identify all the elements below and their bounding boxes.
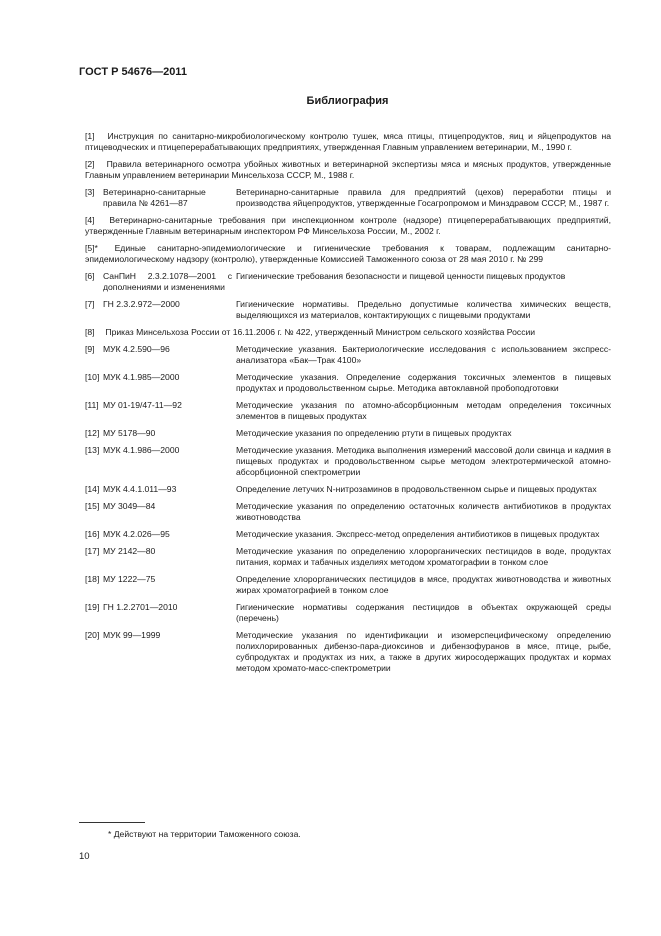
section-title: Библиография (306, 95, 389, 107)
bibliography-entry (85, 187, 611, 209)
entry-code: ГН 1.2.2701—2010 (103, 602, 178, 612)
entry-code: Ветеринарно-санитарные правила № 4261—87 (103, 187, 206, 208)
bibliography-entry (85, 574, 611, 596)
bibliography-entry (85, 484, 611, 495)
entry-code: СанПиН 2.3.2.1078—2001 с дополнениями и изменениями (103, 271, 232, 292)
entry-description: Методические указания. Методика выполнения измерений массовой доли свинца и кадмия в пищевых продуктах и продовольственном сырье методом электротермической атомно-абсорбционной спектрометрии (236, 445, 611, 477)
bibliography-entry (85, 159, 611, 181)
entry-number: [18] (85, 574, 100, 584)
entry-description: Методические указания по идентификации и изомерспецифическому определению полихлорированных дибензо-пара-диоксинов и дибензофуранов в мясе, птице, рыбе, субпродуктах и продуктах из них, а также в других жиросодержащих продуктах и кормах методом хромато-масс-спектрометрии (236, 630, 611, 673)
entry-description: Ветеринарно-санитарные правила для предприятий (цехов) переработки птицы и производства яйцепродуктов, утвержденные Госагропромом и Минздравом СССР, М., 1987 г. (236, 187, 611, 208)
entry-description: Методические указания по определению ртути в пищевых продуктах (236, 428, 512, 438)
entry-code: ГН 2.3.2.972—2000 (103, 299, 180, 309)
entry-number: [3] (85, 187, 95, 197)
entry-code: МУ 3049—84 (103, 501, 156, 511)
entry-description: Определение летучих N-нитрозаминов в продовольственном сырье и пищевых продуктах (236, 484, 597, 494)
entry-text: Правила ветеринарного осмотра убойных животных и ветеринарной экспертизы мяса и мясных продуктов, утвержденные Главным управлением ветеринарии Минсельхоза СССР, М., 1988 г. (85, 159, 611, 180)
entry-code: МУК 99—1999 (103, 630, 161, 640)
entry-description: Методические указания. Бактериологические исследования с использованием экспресс-анализатора «Бак—Трак 4100» (236, 344, 611, 365)
entry-number: [10] (85, 372, 100, 382)
bibliography-entry (85, 131, 611, 153)
footnote: * Действуют на территории Таможенного союза. (108, 829, 301, 839)
entry-number: [14] (85, 484, 100, 494)
page-number: 10 (79, 851, 90, 862)
bibliography-entry (85, 372, 611, 394)
entry-text: Инструкция по санитарно-микробиологическому контролю тушек, мяса птицы, птицепродуктов, яиц и яйцепродуктов на птицеводческих и птицеперерабатывающих предприятиях, утвержденная Главным управлением ветеринарии, М., 1990 г. (85, 131, 611, 152)
entry-code: МУ 1222—75 (103, 574, 156, 584)
bibliography-list (85, 131, 611, 680)
entry-number: [6] (85, 271, 95, 281)
bibliography-entry (85, 428, 611, 439)
entry-description: Методические указания. Экспресс-метод определения антибиотиков в пищевых продуктах (236, 529, 600, 539)
bibliography-entry (85, 501, 611, 523)
entry-code: МУ 5178—90 (103, 428, 156, 438)
entry-description: Методические указания. Определение содержания токсичных элементов в пищевых продуктах и продовольственном сырье. Методика автоклавной пробоподготовки (236, 372, 611, 393)
entry-number: [13] (85, 445, 100, 455)
entry-description: Гигиенические нормативы. Предельно допустимые количества химических веществ, выделяющихся из материалов, контактирующих с пищевыми продуктами (236, 299, 611, 320)
entry-number: [2] (85, 159, 95, 169)
bibliography-entry (85, 445, 611, 478)
document-code: ГОСТ Р 54676—2011 (79, 66, 187, 78)
entry-number: [19] (85, 602, 100, 612)
entry-number: [16] (85, 529, 100, 539)
bibliography-entry (85, 327, 611, 338)
entry-description: Гигиенические нормативы содержания пестицидов в объектах окружающей среды (перечень) (236, 602, 611, 623)
bibliography-entry (85, 529, 611, 540)
entry-text: Приказ Минсельхоза России от 16.11.2006 г. № 422, утвержденный Министром сельского хозяйства России (105, 327, 536, 337)
bibliography-entry (85, 299, 611, 321)
entry-code: МУК 4.1.985—2000 (103, 372, 180, 382)
entry-number: [9] (85, 344, 95, 354)
bibliography-entry (85, 271, 611, 293)
entry-text: Единые санитарно-эпидемиологические и гигиенические требования к товарам, подлежащим санитарно-эпидемиологическому надзору (контролю), утвержденные Комиссией Таможенного союза от 28 мая 2010 г. № 299 (85, 243, 612, 264)
bibliography-entry (85, 546, 611, 568)
footnote-separator (79, 822, 145, 823)
entry-description: Методические указания по атомно-абсорбционным методам определения токсичных элементов в пищевых продуктах (236, 400, 611, 421)
entry-number: [8] (85, 327, 95, 337)
entry-text: Ветеринарно-санитарные требования при инспекционном контроле (надзоре) птицеперерабатывающих предприятий, утвержденные Главным ветеринарным инспектором РФ Минсельхоза России, М., 2002 г. (85, 215, 611, 236)
entry-code: МУК 4.4.1.011—93 (103, 484, 177, 494)
entry-code: МУ 01-19/47-11—92 (103, 400, 182, 410)
bibliography-entry (85, 344, 611, 366)
entry-number: [12] (85, 428, 100, 438)
entry-number: [17] (85, 546, 100, 556)
entry-number: [7] (85, 299, 95, 309)
entry-code: МУК 4.2.026—95 (103, 529, 170, 539)
entry-code: МУК 4.2.590—96 (103, 344, 170, 354)
entry-description: Гигиенические требования безопасности и пищевой ценности пищевых продуктов (236, 271, 566, 281)
bibliography-entry (85, 400, 611, 422)
entry-description: Определение хлорорганических пестицидов в мясе, продуктах животноводства и животных жирах хроматографией в тонком слое (236, 574, 611, 595)
entry-number: [1] (85, 131, 95, 141)
entry-number: [5]* (85, 243, 98, 253)
entry-code: МУ 2142—80 (103, 546, 156, 556)
bibliography-entry (85, 215, 611, 237)
bibliography-entry (85, 243, 611, 265)
entry-number: [11] (85, 400, 99, 410)
entry-number: [15] (85, 501, 100, 511)
bibliography-entry (85, 630, 611, 674)
bibliography-entry (85, 602, 611, 624)
entry-description: Методические указания по определению хлорорганических пестицидов в воде, продуктах питания, кормах и табачных изделиях методом хроматографии в тонком слое (236, 546, 611, 567)
entry-description: Методические указания по определению остаточных количеств антибиотиков в продуктах животноводства (236, 501, 611, 522)
entry-number: [20] (85, 630, 100, 640)
entry-number: [4] (85, 215, 95, 225)
entry-code: МУК 4.1.986—2000 (103, 445, 180, 455)
